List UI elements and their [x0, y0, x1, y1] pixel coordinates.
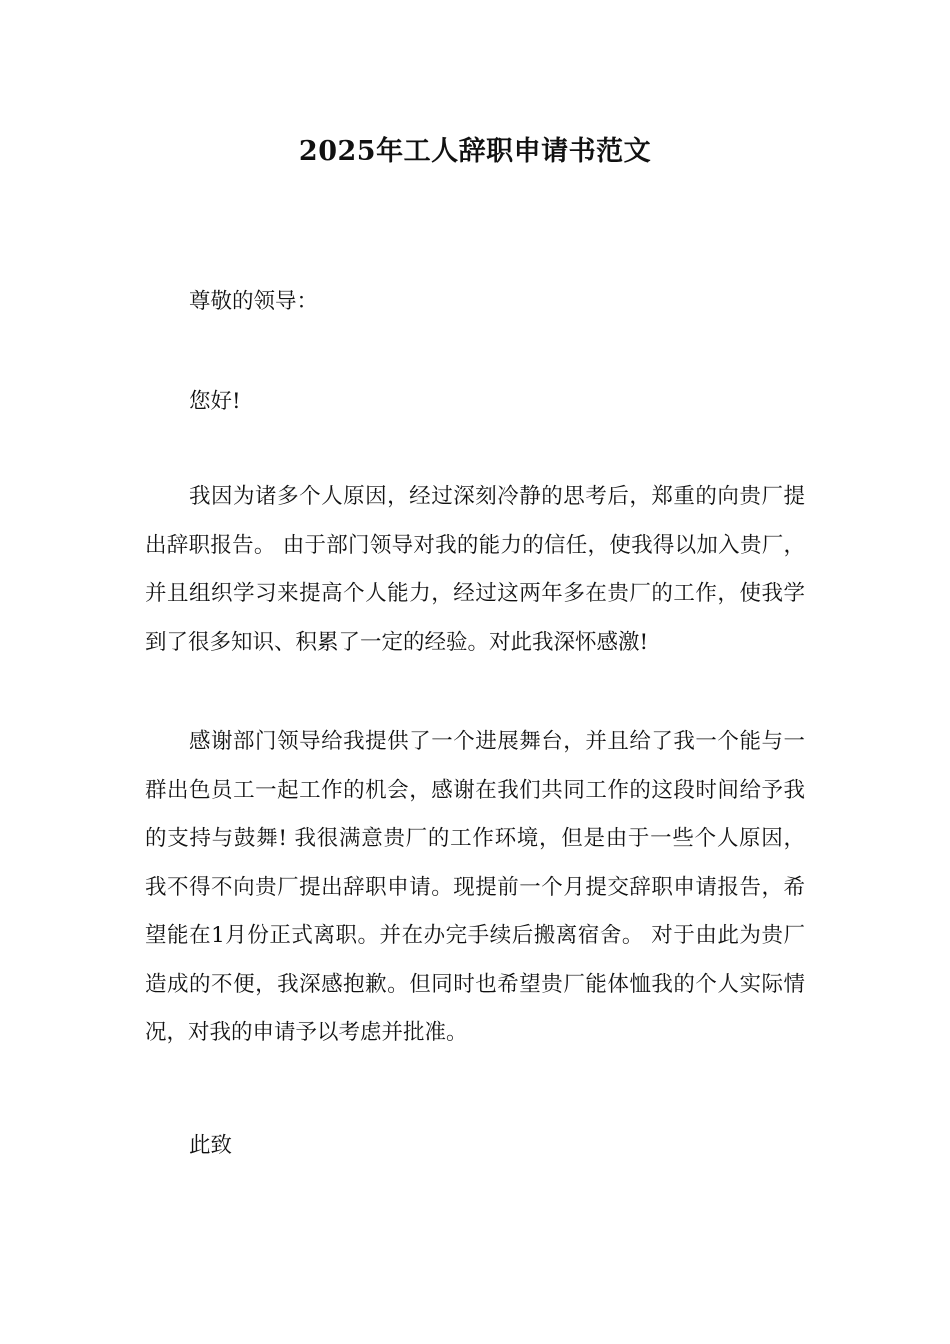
body-paragraph-1: 我因为诸多个人原因，经过深刻冷静的思考后，郑重的向贵厂提出辞职报告。 由于部门领导对我的能力的信任，使我得以加入贵厂，并且组织学习来提高个人能力，经过这两年多在贵厂的工作，使我学到了很多知识、积累了一定的经验。对此我深怀感激! [145, 484, 805, 655]
body-paragraph-2: 感谢部门领导给我提供了一个进展舞台，并且给了我一个能与一群出色员工一起工作的机会，感谢在我们共同工作的这段时间给予我的支持与鼓舞! 我很满意贵厂的工作环境，但是由于一些个人原因，我不得不向贵厂提出辞职申请。现提前一个月提交辞职申请报告，希望能在1月份正式离职。并在办完手续后搬离宿舍。 对于由此为贵厂造成的不便，我深感抱歉。但同时也希望贵厂能体恤我的个人实际情况，对我的申请予以考虑并批准。 [145, 729, 805, 1045]
closing-line: 此致 [189, 1133, 233, 1158]
document-title: 2025年工人辞职申请书范文 [298, 136, 652, 167]
greeting: 您好! [189, 389, 241, 414]
salutation: 尊敬的领导： [189, 289, 319, 314]
